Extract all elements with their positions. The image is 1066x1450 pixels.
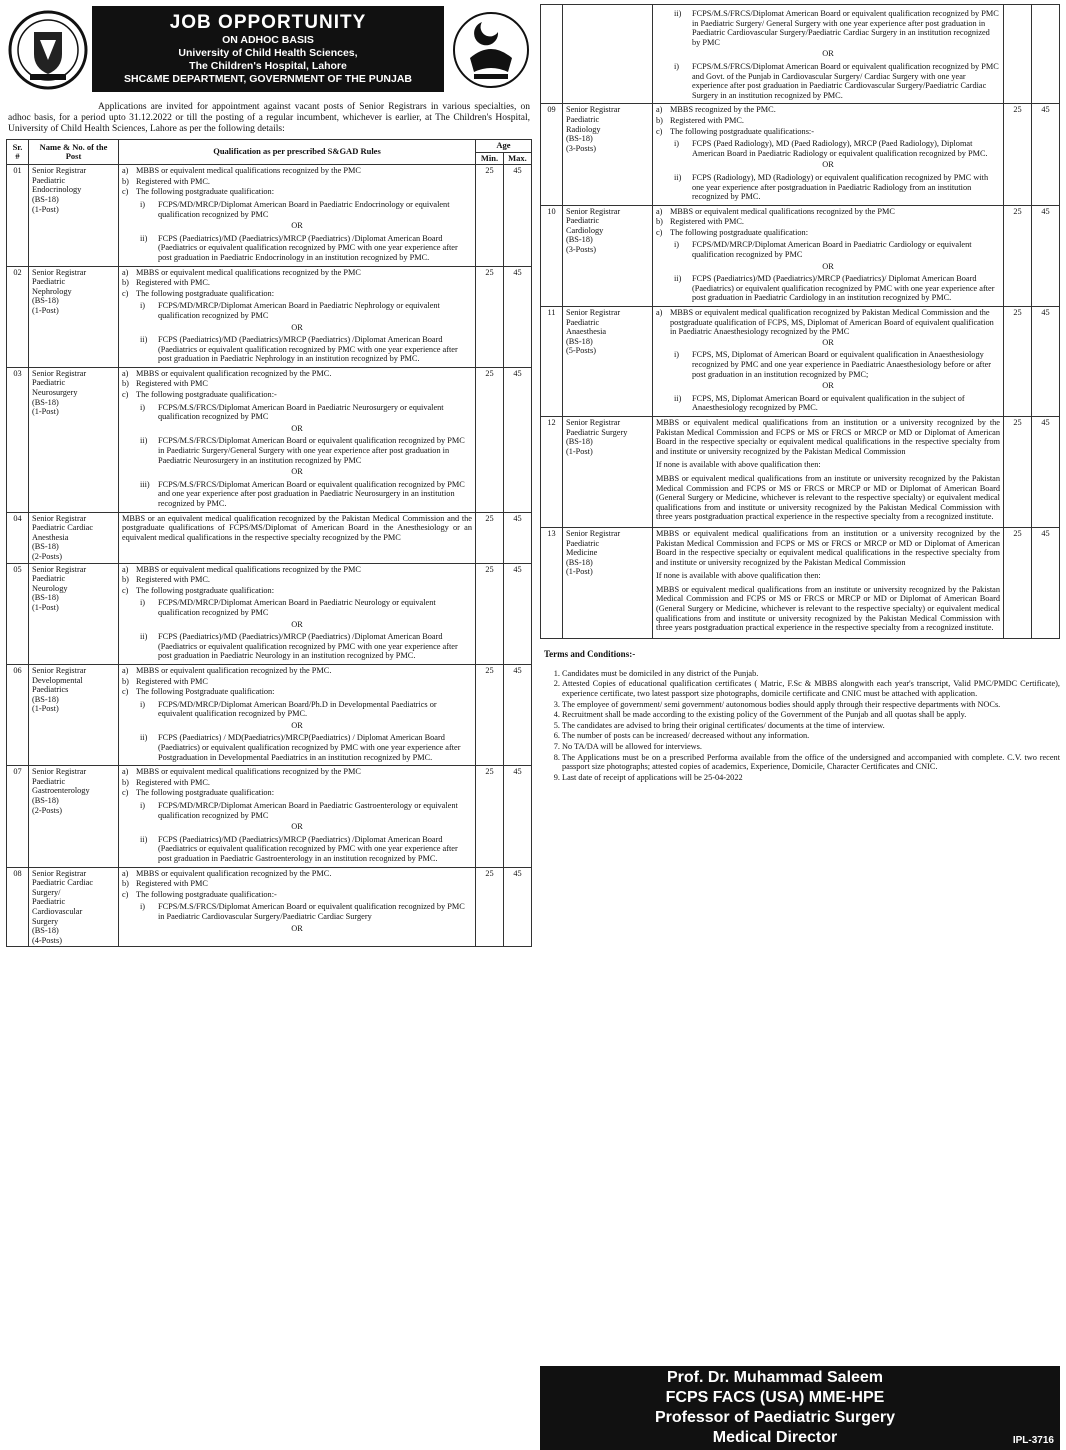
item-marker: a) [122,767,129,777]
qualification-cell [119,563,476,664]
header [6,4,532,96]
qualification-line [656,308,1000,337]
table-row [7,367,532,512]
terms-item: 4. Recruitment shall be made according to the existing policy of the Government of the Punjab and all quotas shall be apply. [562,710,1060,720]
age-min: 25 [1004,104,1032,205]
age-max: 45 [503,165,531,266]
sub-qualification [140,632,472,661]
sub-marker: i) [140,402,146,412]
terms-item: 6. The number of posts can be increased/ decreased without any information. [562,731,1060,741]
qualification-paragraph: MBBS or equivalent medical qualifications from an institute or university recognized by the Pakistan Medical Commission and FCPS or MS or FRCS or MRCP or MD or Diplomat of American Board (General Surgery or Medicine, whichever is relevant to the respective specialty) or equivalent medical qualifications from and institute or university recognized by the Pakistan Medical Commission with three years postgraduation practical experience in the respective specialty from a recognized institute. [656,584,1000,633]
qualification-cell [119,266,476,367]
sub-qualification [140,234,472,263]
signature-block [540,1366,1060,1450]
sub-qualification [140,598,472,617]
item-text: Registered with PMC [136,676,208,686]
qualification-line [122,166,472,176]
header-department: SHC&ME DEPARTMENT, GOVERNMENT OF THE PUNJAB [124,73,412,85]
qualification-line [122,677,472,687]
table-row [541,104,1060,205]
or-separator: OR [822,381,834,391]
qualification-line [656,127,1000,137]
qualification-line [122,586,472,596]
sub-text: FCPS/MD/MRCP/Diplomat American Board in Paediatric Neurology or equivalent qualification recognized by PMC [158,598,436,617]
table-row [7,266,532,367]
sub-marker: i) [140,699,146,709]
or-separator: OR [822,261,834,271]
sub-marker: i) [674,240,680,250]
sub-text: FCPS (Paed Radiology), MD (Paed Radiology), MRCP (Paed Radiology), Diplomat American Board in Paediatric Radiology or equivalent qualification recognized by PMC. [692,139,988,158]
item-text: MBBS or equivalent medical qualifications recognized by the PMC [136,267,361,277]
post-name: Senior Registrar Paediatric Radiology (BS-18) (3-Posts) [563,104,653,205]
sub-text: FCPS/M.S/FRCS/Diplomat American Board in Paediatric Neurosurgery or equivalent qualification recognized by PMC [158,402,444,422]
qualification-line [122,278,472,288]
serial-number: 11 [541,307,563,417]
table-row [7,867,532,947]
item-text: Registered with PMC. [136,777,210,787]
sub-qualification [140,700,472,719]
age-min: 25 [475,563,503,664]
university-seal-icon [8,10,88,90]
posts-table-right [540,4,1060,639]
post-name: Senior Registrar Paediatric Anaesthesia (BS-18) (5-Posts) [563,307,653,417]
sub-qualification [674,240,1000,259]
sub-marker: i) [140,301,146,311]
sub-text: FCPS, MS, Diplomat of American Board or equivalent qualification in Anaesthesiology recognized by PMC and one year experience in Paediatric Anaesthesiology before or after post graduation in an institution recognized by PMC; [692,350,992,379]
item-marker: b) [122,879,129,889]
or-separator: OR [291,221,303,231]
sub-text: FCPS (Paediatrics)/MD (Paediatrics)/MRCP (Paediatrics) /Diplomat American Board (Paediatrics or equivalent qualification recognized by PMC with one year experience after post graduation in Paediatric Gastroenterology in an institution recognized by PMC. [158,834,458,863]
item-text: MBBS or equivalent qualification recognized by the PMC. [136,665,332,675]
age-max: 45 [1032,104,1060,205]
sub-marker: i) [674,139,680,149]
age-max: 45 [1032,307,1060,417]
qualification-line [656,217,1000,227]
terms-item: 2. Attested Copies of educational qualification certificates ( Matric, F.Sc & MBBS alongwith each year's transcript, Valid PMC/PMDC Certificate), experience certificate, two latest passport size photographs, domicile certificate and CNIC must be attached with application. [562,679,1060,698]
qualification-line [122,575,472,585]
terms-item: 7. No TA/DA will be allowed for interviews. [562,742,1060,752]
qualification-line [656,207,1000,217]
or-separator: OR [291,720,303,730]
serial-number: 13 [541,527,563,638]
item-text: Registered with PMC. [136,575,210,585]
age-max: 45 [503,867,531,947]
age-max-empty [1032,5,1060,104]
item-text: MBBS or equivalent qualification recognized by the PMC. [136,868,332,878]
item-marker: a) [656,206,663,216]
item-marker: b) [122,575,129,585]
qualification-line [122,666,472,676]
sub-qualification [140,200,472,219]
item-text: MBBS or equivalent medical qualifications recognized by the PMC [670,206,895,216]
item-marker: c) [656,227,663,237]
item-text: MBBS or equivalent medical qualifications recognized by the PMC [136,564,361,574]
header-org-line-1: University of Child Health Sciences, [178,47,358,59]
serial-number: 06 [7,664,29,765]
post-name: Senior Registrar Paediatric Endocrinology (BS-18) (1-Post) [29,165,119,266]
sub-text: FCPS (Paediatrics)/MD (Paediatrics)/MRCP (Paediatrics)/ Diplomat American Board (Paediatrics) or equivalent qualification recognized by PMC with one year experience after post graduation in Paediatric Cardiology in an institution recognized by PMC. [692,274,995,303]
item-marker: a) [656,105,663,115]
post-name: Senior Registrar Paediatric Neurosurgery (BS-18) (1-Post) [29,367,119,512]
item-text: MBBS or equivalent medical qualifications recognized by the PMC [136,166,361,176]
sub-text: FCPS/M.S/FRCS/Diplomat American Board or equivalent qualification recognized by PMC in Paediatric Cardiovascular Surgery/Paediatric Cardiac Surgery [158,902,465,921]
sub-text: FCPS (Paediatrics) / MD(Paediatrics)/MRCP(Paediatrics) / Diplomat American Board (Paediatrics) or equivalent qualification recognized by PMC with one year experience after Postgraduation in Developmental Paediatrics in an institution recognized by PMC. [158,733,461,762]
sub-marker: ii) [674,9,682,18]
item-marker: b) [122,777,129,787]
punjab-government-emblem-icon [452,10,530,90]
terms-item: 9. Last date of receipt of applications will be 25-04-2022 [562,773,1060,783]
header-age: Age [475,140,531,153]
age-max: 45 [503,766,531,867]
sub-qualification [140,436,472,465]
item-marker: c) [122,288,129,298]
item-marker: a) [122,368,129,378]
item-text: Registered with PMC. [670,115,744,125]
sub-marker: ii) [140,733,148,743]
signatory-qualifications: FCPS FACS (USA) MME-HPE [665,1389,885,1406]
posts-table-left [6,139,532,947]
item-text: Registered with PMC [136,879,208,889]
item-marker: a) [656,308,663,318]
item-text: Registered with PMC. [670,217,744,227]
sub-qualification [674,173,1000,202]
right-column [540,4,1060,1446]
qualification-line [122,289,472,299]
table-row [541,205,1060,306]
age-min: 25 [475,766,503,867]
item-marker: b) [122,379,129,389]
sub-marker: i) [674,350,680,360]
header-subtitle: ON ADHOC BASIS [222,34,314,46]
qualification-line [122,369,472,379]
reference-number: IPL-3716 [1012,1435,1054,1446]
sub-marker: i) [140,598,146,608]
item-text: MBBS or equivalent medical qualification recognized by Pakistan Medical Commission and the postgraduate qualification of FCPS, MS, Diplomat of American Board of equivalent qualification in Paediatric Anaesthesiology recognized by the PMC [670,308,994,337]
qualification-paragraph: MBBS or an equivalent medical qualification recognized by the Pakistan Medical Commission and the postgraduate qualifications of FCPS/MS/Diplomat of American Board in the Anesthesiology or an equivalent medical qualifications in the respective specialty recognized by the PMC [122,513,472,542]
sub-text: FCPS/MD/MRCP/Diplomat American Board/Ph.D in Developmental Paediatrics or equivalent qualification recognized by PMC. [158,699,437,719]
item-text: Registered with PMC. [136,278,210,288]
header-qualification: Qualification as per prescribed S&GAD Rules [119,140,476,165]
or-separator: OR [822,337,834,347]
qualification-cell [119,512,476,563]
age-min: 25 [1004,527,1032,638]
item-marker: b) [656,217,663,227]
sub-qualification [140,801,472,820]
sub-marker: i) [140,801,146,811]
item-text: Registered with PMC [136,379,208,389]
qualification-paragraph: If none is available with above qualification then: [656,571,821,581]
sub-qualification [674,62,1000,100]
sub-qualification [140,902,472,921]
or-separator: OR [822,49,834,59]
age-min: 25 [475,512,503,563]
header-org-line-2: The Children's Hospital, Lahore [189,60,347,72]
qualification-line [122,187,472,197]
sub-text: FCPS (Paediatrics)/MD (Paediatrics)/MRCP (Paediatrics) /Diplomat American Board (Paediatrics or equivalent qualification recognized by PMC with one year experience after post graduation in Paediatric Neurology in an institution recognized by PMC. [158,632,458,661]
age-min: 25 [475,867,503,947]
post-name: Senior Registrar Paediatric Cardiology (BS-18) (3-Posts) [563,205,653,306]
item-marker: c) [122,585,129,595]
sub-text: FCPS/M.S/FRCS/Diplomat American Board or equivalent qualification recognized by PMC and Govt. of the Punjab in Cardiovascular Surgery/ Cardiac Surgery with one year experience after post graduation in Paediatric Cardiovascular Surgery/Paediatric Cardiac Surgery in an institution recognized by PMC. [692,61,999,100]
item-marker: b) [122,676,129,686]
qualification-cell [119,367,476,512]
header-post-name: Name & No. of the Post [29,140,119,165]
qualification-line [122,177,472,187]
or-separator: OR [291,467,303,477]
table-row [541,307,1060,417]
terms-item: 8. The Applications must be on a prescribed Performa available from the office of the undersigned and accompanied with complete. C.V. two recent passport size photographs; attested copies of academics, Experience, Domicile, Character Certificates and CNIC. [562,753,1060,772]
item-marker: a) [122,868,129,878]
qualification-line [656,228,1000,238]
age-max: 45 [503,512,531,563]
item-marker: c) [122,788,129,798]
terms-item: 5. The candidates are advised to bring their original certificates/ documents at the time of interview. [562,721,1060,731]
item-marker: c) [122,390,129,400]
age-min: 25 [1004,307,1032,417]
header-age-min: Min. [475,152,503,165]
age-max: 45 [503,563,531,664]
or-separator: OR [291,322,303,332]
or-separator: OR [822,160,834,170]
qualification-line [122,565,472,575]
qualification-line [122,778,472,788]
age-max: 45 [503,367,531,512]
age-max: 45 [1032,416,1060,527]
qualification-cell [119,867,476,947]
serial-number: 01 [7,165,29,266]
sub-qualification [674,274,1000,303]
age-max: 45 [503,664,531,765]
sub-text: FCPS (Paediatrics)/MD (Paediatrics)/MRCP (Paediatrics) /Diplomat American Board (Paediatrics or equivalent qualification recognized by PMC with one year experience after post graduation in Paediatric Nephrology in an institution recognized by PMC. [158,335,458,364]
sub-text: FCPS/M.S/FRCS/Diplomat American Board or equivalent qualification recognized by PMC and one year experience after post graduation in Paediatric Neurosurgery in an institution recognized by PMC. [158,479,465,508]
item-text: MBBS or equivalent qualification recognized by the PMC. [136,368,332,378]
terms-list [540,669,1060,783]
sub-qualification [140,733,472,762]
sub-text: FCPS, MS, Diplomat American Board or equivalent qualification in the subject of Anaesthesiology recognized by PMC. [692,393,965,413]
post-name: Senior Registrar Paediatric Gastroenterology (BS-18) (2-Posts) [29,766,119,867]
table-row [7,512,532,563]
sub-text: FCPS (Paediatrics)/MD (Paediatrics)/MRCP (Paediatrics) /Diplomat American Board (Paediatrics or equivalent qualification recognized by PMC with one year experience after post graduation in Paediatric Endocrinology in an institution recognized by PMC. [158,233,458,262]
table-row [7,664,532,765]
serial-number: 10 [541,205,563,306]
item-marker: a) [122,166,129,176]
item-text: The following postgraduate qualification: [670,227,809,237]
or-separator: OR [291,423,303,433]
age-min: 25 [1004,416,1032,527]
item-text: The following postgraduate qualification: [136,788,275,798]
header-banner [92,6,444,92]
qualification-line [122,687,472,697]
age-min: 25 [475,266,503,367]
item-marker: c) [656,126,663,136]
qualification-cell [119,664,476,765]
qualification-paragraph: MBBS or equivalent medical qualifications from an institution or a university recognized by the Pakistan Medical Commission and FCPS or MS or FRCS or MRCP or MD or Diplomat of American Board in the respective specialty or equivalent medical qualifications in the respective specialty from and institute or university recognized by the Pakistan Medical Commission [656,417,1000,456]
sub-text: FCPS/MD/MRCP/Diplomat American Board in Paediatric Gastroenterology or equivalent qualification recognized by PMC [158,801,458,820]
or-separator: OR [291,822,303,832]
qualification-paragraph: MBBS or equivalent medical qualifications from an institute or university recognized by the Pakistan Medical Commission and FCPS or MS or FRCS or MRCP or MD or Diplomat of American Board (General Surgery or Medicine, whichever is relevant to the respective specialty) or equivalent medical qualifications from and institute or university recognized by the Pakistan Medical Commission with three years postgraduation practical experience in the respective specialty from a recognized institute. [656,473,1000,522]
qualification-line [122,879,472,889]
post-name: Senior Registrar Paediatric Cardiac Surgery/ Paediatric Cardiovascular Surgery (BS-18) (4-Posts) [29,867,119,947]
serial-number: 02 [7,266,29,367]
sub-marker: i) [140,199,146,209]
post-name: Senior Registrar Paediatric Medicine (BS-18) (1-Post) [563,527,653,638]
terms-item: 3. The employee of government/ semi government/ autonomous bodies should apply through their respective departments with NOCs. [562,700,1060,710]
table-row [7,165,532,266]
item-marker: b) [656,115,663,125]
age-min: 25 [475,367,503,512]
sub-qualification [140,403,472,422]
sub-text: FCPS/MD/MRCP/Diplomat American Board in Paediatric Cardiology or equivalent qualification recognized by PMC [692,240,972,260]
post-name: Senior Registrar Paediatric Nephrology (BS-18) (1-Post) [29,266,119,367]
qualification-cell [653,205,1004,306]
serial-number: 08 [7,867,29,947]
item-text: The following postgraduate qualification:- [136,390,277,400]
qualification-line [122,788,472,798]
sub-qualification [140,335,472,364]
item-marker: c) [122,187,129,197]
qualification-cell [653,104,1004,205]
age-min: 25 [475,165,503,266]
serial-number: 07 [7,766,29,867]
qualification-line [122,890,472,900]
sub-text: FCPS/MD/MRCP/Diplomat American Board in Paediatric Nephrology or equivalent qualification recognized by PMC [158,301,440,320]
qualification-line [656,105,1000,115]
qualification-paragraph: If none is available with above qualification then: [656,460,821,470]
item-text: Registered with PMC. [136,176,210,186]
sub-marker: ii) [674,274,682,284]
signatory-office: Medical Director [712,1429,838,1446]
table-row [7,766,532,867]
item-text: The following postgraduate qualification: [136,288,275,298]
item-marker: b) [122,176,129,186]
table-row-continued [541,5,1060,104]
serial-number: 12 [541,416,563,527]
item-text: The following postgraduate qualification: [136,585,275,595]
item-marker: a) [122,665,129,675]
sub-text: FCPS/MD/MRCP/Diplomat American Board in Paediatric Endocrinology or equivalent qualification recognized by PMC [158,199,450,219]
item-text: The following postgraduate qualifications:- [670,126,815,136]
post-name-empty [563,5,653,104]
qualification-line [122,379,472,389]
terms-item: 1. Candidates must be domiciled in any district of the Punjab. [562,669,1060,679]
sub-qualification [140,480,472,509]
header-age-max: Max. [503,152,531,165]
serial-number: 09 [541,104,563,205]
item-text: MBBS recognized by the PMC. [670,105,776,115]
header-sr: Sr. # [7,140,29,165]
sub-marker: ii) [674,393,682,403]
post-name: Senior Registrar Paediatric Cardiac Anesthesia (BS-18) (2-Posts) [29,512,119,563]
age-max: 45 [503,266,531,367]
or-separator: OR [291,619,303,629]
qualification-line [656,116,1000,126]
intro-paragraph: Applications are invited for appointment against vacant posts of Senior Registrars in various specialties, on adhoc basis, for a period upto 31.12.2022 or till the posting of a regular incumbent, whichever is earlier, at The Children's Hospital, University of Child Health Sciences, Lahore as per the following details: [8,102,530,134]
post-name: Senior Registrar Developmental Paediatrics (BS-18) (1-Post) [29,664,119,765]
qualification-cell [119,165,476,266]
terms-title: Terms and Conditions:- [544,648,636,659]
qualification-cell [119,766,476,867]
sub-text: FCPS/M.S/FRCS/Diplomat American Board or equivalent qualification recognized by PMC in Paediatric Surgery/ General Surgery with one year experience after post graduation in Paediatric Cardiovascular Surgery/Paediatric Cardiac Surgery in an institution recognized by PMC [692,9,999,47]
age-min: 25 [1004,205,1032,306]
qualification-cell [653,416,1004,527]
qualification-paragraph: MBBS or equivalent medical qualifications from an institution or a university recognized by the Pakistan Medical Commission and FCPS or MS or FRCS or MRCP or MD or Diplomat of American Board in the respective specialty or equivalent medical qualifications in the respective specialty from and institute or university recognized by the Pakistan Medical Commission [656,528,1000,567]
qualification-line [122,390,472,400]
item-marker: a) [122,267,129,277]
sub-qualification [674,350,1000,379]
sub-marker: ii) [140,436,148,446]
qualification-line [122,869,472,879]
signatory-designation: Professor of Paediatric Surgery [654,1409,896,1426]
item-text: The following Postgraduate qualification: [136,687,275,697]
sub-marker: ii) [674,172,682,182]
item-marker: a) [122,564,129,574]
age-max: 45 [1032,205,1060,306]
sub-qualification [140,301,472,320]
sub-marker: ii) [140,834,148,844]
table-row [541,416,1060,527]
post-name: Senior Registrar Paediatric Surgery (BS-18) (1-Post) [563,416,653,527]
sub-qualification [140,835,472,864]
age-max: 45 [1032,527,1060,638]
qualification-line [122,268,472,278]
serial-number: 03 [7,367,29,512]
sub-marker: ii) [140,632,148,642]
serial-number: 05 [7,563,29,664]
sub-marker: iii) [140,479,150,489]
qualification-cell-continued [653,5,1004,104]
sub-marker: i) [140,902,146,912]
item-marker: c) [122,889,129,899]
item-marker: b) [122,278,129,288]
sub-qualification [674,9,1000,47]
page-title: JOB OPPORTUNITY [169,12,367,33]
sub-marker: ii) [140,335,148,345]
age-min-empty [1004,5,1032,104]
serial-number: 04 [7,512,29,563]
age-min: 25 [475,664,503,765]
serial-number-empty [541,5,563,104]
qualification-line [122,767,472,777]
sub-marker: ii) [140,233,148,243]
or-separator: OR [291,923,303,933]
item-text: The following postgraduate qualification:- [136,889,277,899]
signatory-name: Prof. Dr. Muhammad Saleem [666,1369,884,1386]
item-text: The following postgraduate qualification: [136,187,275,197]
sub-marker: i) [674,61,680,71]
table-row [541,527,1060,638]
sub-qualification [674,394,1000,413]
post-name: Senior Registrar Paediatric Neurology (BS-18) (1-Post) [29,563,119,664]
sub-text: FCPS (Radiology), MD (Radiology) or equivalent qualification recognized by PMC with one year experience after postgraduation in Paediatric Radiology from an institution recognized by PMC. [692,172,989,202]
qualification-cell [653,307,1004,417]
left-column [6,4,532,947]
qualification-cell [653,527,1004,638]
sub-qualification [674,139,1000,158]
item-marker: c) [122,687,129,697]
table-row [7,563,532,664]
sub-text: FCPS/M.S/FRCS/Diplomat American Board or equivalent qualification recognized by PMC in Paediatric Surgery/General Surgery with one year experience after post graduation in Paediatric Neurosurgery in an institution recognized by PMC [158,436,465,465]
item-text: MBBS or equivalent medical qualifications recognized by the PMC [136,767,361,777]
